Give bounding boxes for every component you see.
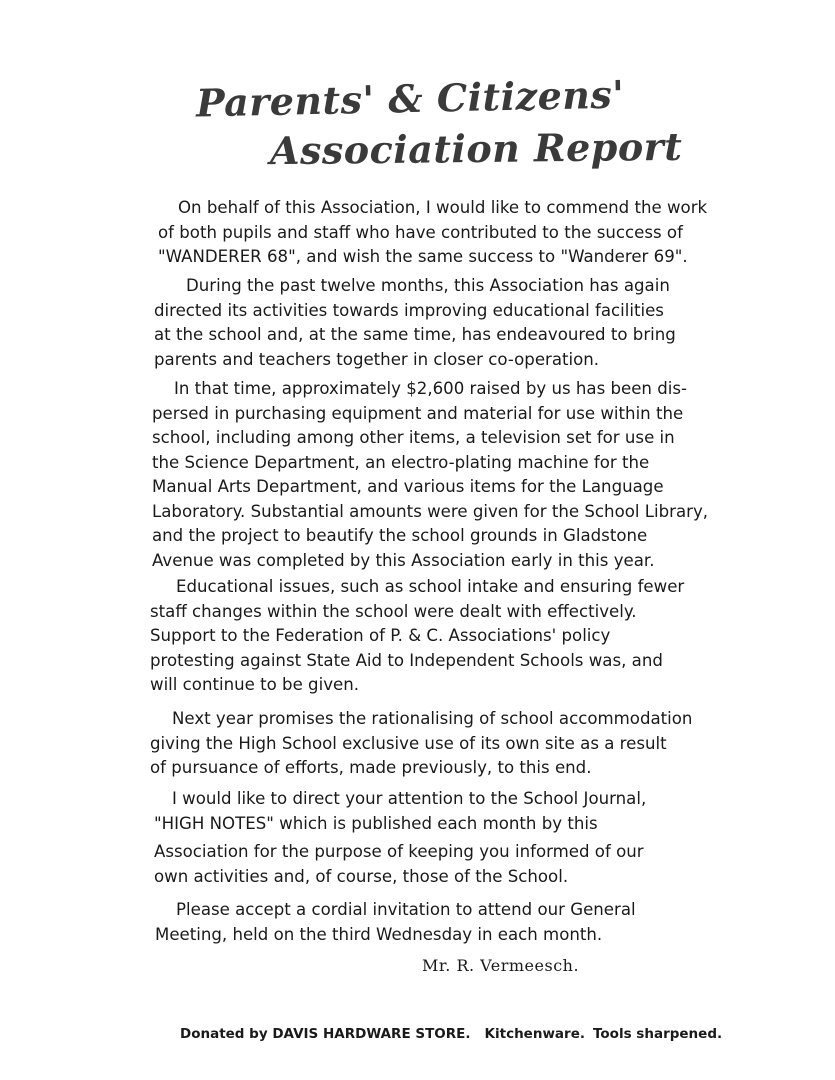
report-title-line-1: Parents' & Citizens': [195, 71, 625, 126]
paragraph-line: of pursuance of efforts, made previously, to this end.: [150, 758, 592, 777]
paragraph-line: Next year promises the rationalising of school accommodation: [172, 709, 693, 728]
paragraph-funds: [152, 377, 752, 573]
paragraph-line: parents and teachers together in closer co-operation.: [154, 349, 600, 369]
paragraph-line: giving the High School exclusive use of its own site as a result: [150, 733, 667, 753]
paragraph-line: of both pupils and staff who have contributed to the success of: [158, 222, 683, 242]
paragraph-line: Please accept a cordial invitation to attend our General: [176, 900, 636, 919]
footer-item-kitchenware: Kitchenware.: [484, 1026, 585, 1042]
paragraph-line: at the school and, at the same time, has endeavoured to bring: [154, 325, 676, 344]
paragraph-line: Manual Arts Department, and various items for the Language: [152, 477, 664, 496]
paragraph-line: and the project to beautify the school grounds in Gladstone: [152, 526, 648, 545]
footer-donor-notice: [180, 1026, 722, 1042]
paragraph-commendation: [158, 196, 758, 270]
footer-donor: Donated by DAVIS HARDWARE STORE.: [180, 1026, 471, 1042]
paragraph-invitation: [155, 898, 755, 947]
paragraph-line: protesting against State Aid to Independent Schools was, and: [150, 650, 663, 670]
signature: Mr. R. Vermeesch.: [422, 956, 580, 975]
paragraph-line: In that time, approximately $2,600 raised by us has been dis-: [174, 379, 688, 398]
paragraph-line: persed in purchasing equipment and material for use within the: [152, 403, 684, 423]
paragraph-line: the Science Department, an electro-plating machine for the: [152, 452, 650, 472]
paragraph-line: Support to the Federation of P. & C. Associations' policy: [150, 626, 611, 645]
paragraph-line: Association for the purpose of keeping you informed of our: [154, 842, 644, 861]
paragraph-line: "WANDERER 68", and wish the same success to "Wanderer 69".: [158, 247, 688, 266]
paragraph-line: staff changes within the school were dealt with effectively.: [150, 601, 637, 621]
paragraph-line: Avenue was completed by this Association early in this year.: [152, 550, 655, 570]
paragraph-school-journal: [154, 787, 754, 889]
paragraph-line: "HIGH NOTES" which is published each month by this: [154, 813, 598, 833]
paragraph-line: school, including among other items, a television set for use in: [152, 428, 675, 447]
footer-item-tools: Tools sharpened.: [592, 1026, 723, 1042]
paragraph-line: own activities and, of course, those of the School.: [154, 866, 569, 886]
report-title-line-2: Association Report: [269, 123, 683, 174]
paragraph-line: Meeting, held on the third Wednesday in each month.: [155, 924, 603, 944]
paragraph-line: directed its activities towards improving educational facilities: [154, 300, 664, 320]
paragraph-activities: [154, 274, 754, 372]
paragraph-line: Educational issues, such as school intake and ensuring fewer: [176, 577, 685, 596]
paragraph-educational-issues: [150, 575, 750, 698]
paragraph-line: During the past twelve months, this Association has again: [186, 276, 670, 295]
paragraph-line: Laboratory. Substantial amounts were given for the School Library,: [152, 501, 709, 521]
paragraph-next-year: [150, 707, 750, 781]
paragraph-line: On behalf of this Association, I would like to commend the work: [178, 198, 708, 217]
paragraph-line: will continue to be given.: [150, 675, 360, 694]
paragraph-line: I would like to direct your attention to the School Journal,: [172, 789, 647, 808]
